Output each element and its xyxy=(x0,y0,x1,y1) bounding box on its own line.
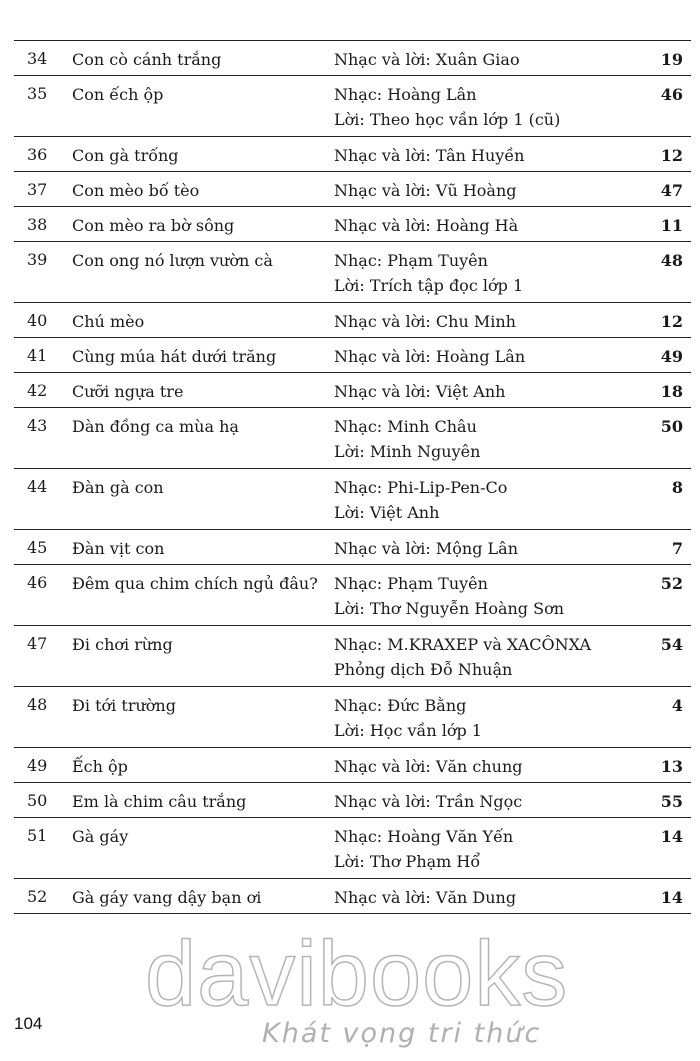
song-credit xyxy=(334,536,654,561)
song-title: Con ong nó lượn vườn cà xyxy=(72,251,273,270)
credit-line: Lời: Theo học vần lớp 1 (cũ) xyxy=(334,110,561,129)
song-title: Đàn gà con xyxy=(72,478,164,497)
credit-line: Lời: Học vần lớp 1 xyxy=(334,721,482,740)
credit-line: Lời: Thơ Phạm Hổ xyxy=(334,852,481,871)
table-row xyxy=(14,76,691,137)
song-page-number: 52 xyxy=(660,574,683,593)
song-number: 38 xyxy=(27,215,48,234)
song-credit xyxy=(334,309,654,334)
song-title: Em là chim câu trắng xyxy=(72,792,247,811)
song-title: Con ếch ộp xyxy=(72,85,164,104)
song-number: 44 xyxy=(27,477,48,496)
song-credit xyxy=(334,824,654,874)
credit-line: Nhạc và lời: Hoàng Lân xyxy=(334,347,526,366)
song-title: Đàn vịt con xyxy=(72,539,165,558)
table-row xyxy=(14,469,691,530)
song-title: Đêm qua chim chích ngủ đâu? xyxy=(72,574,318,593)
table-row xyxy=(14,41,691,76)
table-row xyxy=(14,338,691,373)
credit-line: Lời: Minh Nguyên xyxy=(334,442,481,461)
credit-line: Nhạc: Phi-Lip-Pen-Co xyxy=(334,478,508,497)
table-row xyxy=(14,626,691,687)
song-number: 36 xyxy=(27,145,48,164)
song-page-number: 7 xyxy=(671,539,683,558)
song-title: Gà gáy xyxy=(72,827,129,846)
credit-line: Lời: Trích tập đọc lớp 1 xyxy=(334,276,524,295)
credit-line: Nhạc: Phạm Tuyên xyxy=(334,251,488,270)
song-page-number: 19 xyxy=(660,50,683,69)
table-row xyxy=(14,242,691,303)
song-page-number: 14 xyxy=(660,827,683,846)
song-page-number: 14 xyxy=(660,888,683,907)
credit-line: Nhạc: Minh Châu xyxy=(334,417,477,436)
song-credit xyxy=(334,379,654,404)
song-credit xyxy=(334,693,654,743)
table-row xyxy=(14,172,691,207)
song-title: Cùng múa hát dưới trăng xyxy=(72,347,277,366)
credit-line: Lời: Thơ Nguyễn Hoàng Sơn xyxy=(334,599,565,618)
credit-line: Nhạc và lời: Tân Huyền xyxy=(334,146,525,165)
song-page-number: 50 xyxy=(660,417,683,436)
table-row xyxy=(14,303,691,338)
song-title: Đi chơi rừng xyxy=(72,635,173,654)
song-page-number: 12 xyxy=(660,146,683,165)
table-row xyxy=(14,207,691,242)
song-credit xyxy=(334,571,654,621)
song-index-table xyxy=(14,40,691,914)
song-title: Ếch ộp xyxy=(72,757,128,776)
song-credit xyxy=(334,143,654,168)
song-number: 42 xyxy=(27,381,48,400)
song-title: Gà gáy vang dậy bạn ơi xyxy=(72,888,262,907)
song-number: 35 xyxy=(27,84,48,103)
song-credit xyxy=(334,885,654,910)
credit-line: Lời: Việt Anh xyxy=(334,503,440,522)
credit-line: Nhạc và lời: Văn chung xyxy=(334,757,523,776)
song-page-number: 48 xyxy=(660,251,683,270)
song-number: 39 xyxy=(27,250,48,269)
song-page-number: 8 xyxy=(671,478,683,497)
song-title: Chú mèo xyxy=(72,312,145,331)
song-number: 34 xyxy=(27,49,48,68)
credit-line: Nhạc: Hoàng Lân xyxy=(334,85,477,104)
song-credit xyxy=(334,213,654,238)
credit-line: Phỏng dịch Đỗ Nhuận xyxy=(334,660,513,679)
song-number: 48 xyxy=(27,695,48,714)
credit-line: Nhạc và lời: Vũ Hoàng xyxy=(334,181,517,200)
song-credit xyxy=(334,178,654,203)
song-number: 43 xyxy=(27,416,48,435)
table-row xyxy=(14,687,691,748)
table-row xyxy=(14,748,691,783)
table-row xyxy=(14,565,691,626)
song-credit xyxy=(334,344,654,369)
song-credit xyxy=(334,789,654,814)
credit-line: Nhạc và lời: Hoàng Hà xyxy=(334,216,519,235)
song-number: 47 xyxy=(27,634,48,653)
song-page-number: 49 xyxy=(660,347,683,366)
song-page-number: 13 xyxy=(660,757,683,776)
table-row xyxy=(14,373,691,408)
song-title: Con mèo bố tèo xyxy=(72,181,200,200)
song-page-number: 55 xyxy=(660,792,683,811)
credit-line: Nhạc và lời: Chu Minh xyxy=(334,312,516,331)
song-page-number: 12 xyxy=(660,312,683,331)
credit-line: Nhạc và lời: Trần Ngọc xyxy=(334,792,523,811)
song-number: 46 xyxy=(27,573,48,592)
watermark-tagline: Khát vọng tri thức xyxy=(262,1018,542,1049)
song-title: Con cò cánh trắng xyxy=(72,50,222,69)
credit-line: Nhạc: Hoàng Văn Yến xyxy=(334,827,514,846)
credit-line: Nhạc và lời: Việt Anh xyxy=(334,382,506,401)
song-number: 49 xyxy=(27,756,48,775)
song-number: 51 xyxy=(27,826,48,845)
song-credit xyxy=(334,414,654,464)
credit-line: Nhạc: M.KRAXEP và XACÔNXA xyxy=(334,635,591,654)
credit-line: Nhạc: Phạm Tuyên xyxy=(334,574,488,593)
credit-line: Nhạc và lời: Mộng Lân xyxy=(334,539,519,558)
song-title: Con mèo ra bờ sông xyxy=(72,216,235,235)
song-credit xyxy=(334,82,654,132)
table-row xyxy=(14,783,691,818)
credit-line: Nhạc: Đức Bằng xyxy=(334,696,467,715)
song-title: Dàn đồng ca mùa hạ xyxy=(72,417,239,436)
credit-line: Nhạc và lời: Văn Dung xyxy=(334,888,517,907)
song-credit xyxy=(334,47,654,72)
song-credit xyxy=(334,632,654,682)
song-credit xyxy=(334,754,654,779)
song-title: Đi tới trường xyxy=(72,696,176,715)
song-credit xyxy=(334,475,654,525)
song-title: Cưỡi ngựa tre xyxy=(72,382,184,401)
song-title: Con gà trống xyxy=(72,146,179,165)
table-row xyxy=(14,530,691,565)
table-row xyxy=(14,818,691,879)
song-page-number: 54 xyxy=(660,635,683,654)
song-number: 40 xyxy=(27,311,48,330)
song-page-number: 4 xyxy=(671,696,683,715)
page-number: 104 xyxy=(14,1014,43,1033)
song-number: 41 xyxy=(27,346,48,365)
table-row xyxy=(14,879,691,914)
song-number: 45 xyxy=(27,538,48,557)
song-number: 37 xyxy=(27,180,48,199)
song-credit xyxy=(334,248,654,298)
song-number: 52 xyxy=(27,887,48,906)
song-number: 50 xyxy=(27,791,48,810)
song-page-number: 18 xyxy=(660,382,683,401)
credit-line: Nhạc và lời: Xuân Giao xyxy=(334,50,520,69)
watermark-logo: davibooks xyxy=(145,923,569,1025)
table-row xyxy=(14,408,691,469)
song-page-number: 47 xyxy=(660,181,683,200)
table-row xyxy=(14,137,691,172)
song-page-number: 11 xyxy=(660,216,683,235)
song-page-number: 46 xyxy=(660,85,683,104)
